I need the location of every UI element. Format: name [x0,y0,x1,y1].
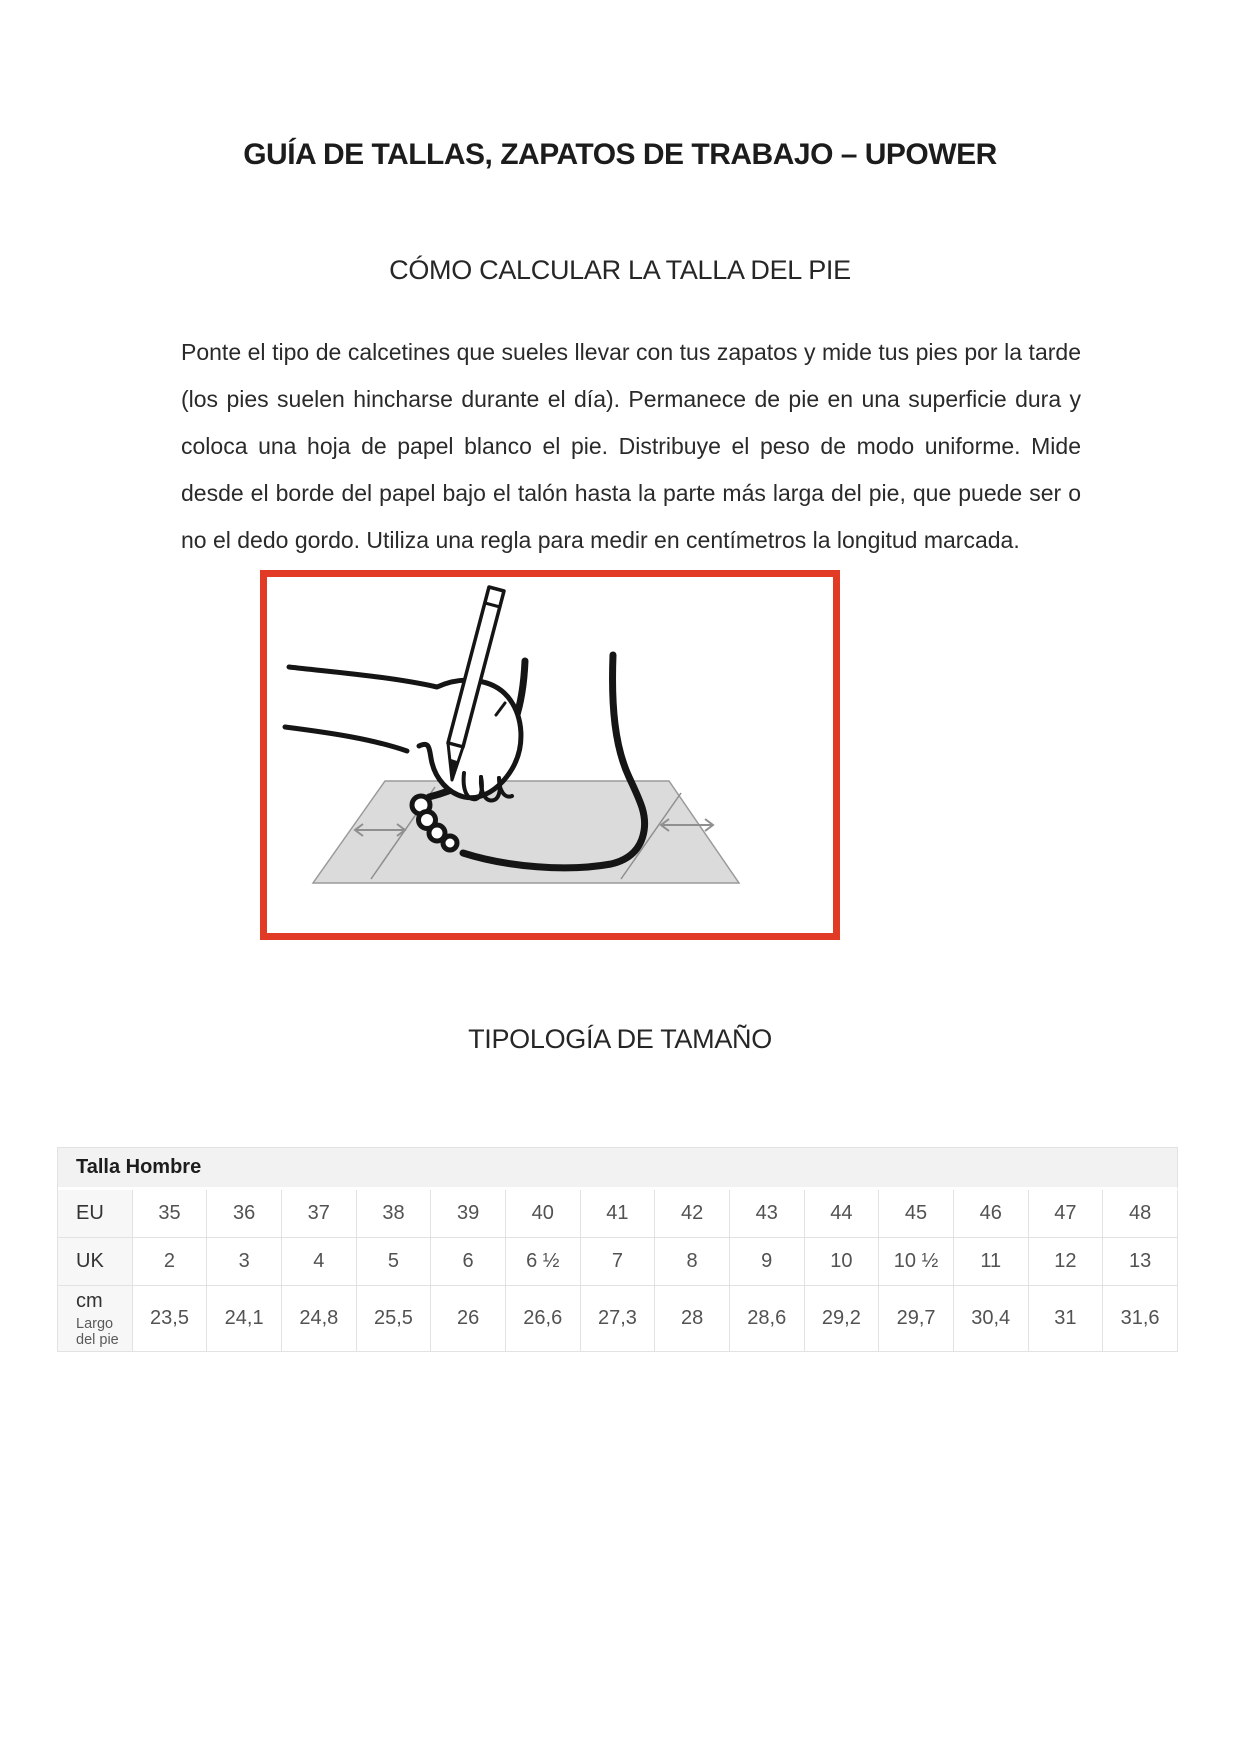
size-cell: 10 [805,1238,880,1286]
size-row-label: UK [58,1238,133,1286]
size-cell: 29,2 [805,1286,880,1352]
size-cell: 28 [655,1286,730,1352]
instructions-paragraph: Ponte el tipo de calcetines que sueles llevar con tus zapatos y mide tus pies por la tarde (los pies suelen hincharse durante el día). Permanece de pie en una superficie dura y coloca una hoja de papel blanco el pie. Distribuye el peso de modo uniforme. Mide desde el borde del papel bajo el talón hasta la parte más larga del pie, que puede ser o no el dedo gordo. Utiliza una regla para medir en centímetros la longitud marcada. [181,339,1081,553]
size-cell: 38 [357,1190,432,1238]
size-table-row [58,1190,1178,1238]
size-cell: 24,1 [207,1286,282,1352]
size-cell: 26,6 [506,1286,581,1352]
size-cell: 40 [506,1190,581,1238]
size-cell: 43 [730,1190,805,1238]
size-cell: 13 [1103,1238,1178,1286]
size-cell: 2 [133,1238,208,1286]
size-cell: 4 [282,1238,357,1286]
size-cell: 7 [581,1238,656,1286]
page-title: GUÍA DE TALLAS, ZAPATOS DE TRABAJO – UPOWER [243,138,997,171]
size-table [57,1147,1178,1352]
size-cell: 10 ½ [879,1238,954,1286]
size-cell: 27,3 [581,1286,656,1352]
size-cell: 24,8 [282,1286,357,1352]
size-cell: 3 [207,1238,282,1286]
foot-measurement-figure [260,570,840,940]
size-table-row [58,1238,1178,1286]
size-row-sublabel: Largo del pie [76,1315,119,1348]
size-cell: 9 [730,1238,805,1286]
size-table-header-row [58,1148,1178,1190]
size-cell: 12 [1029,1238,1104,1286]
size-cell: 42 [655,1190,730,1238]
size-cell: 6 ½ [506,1238,581,1286]
size-cell: 37 [282,1190,357,1238]
size-cell: 5 [357,1238,432,1286]
size-cell: 25,5 [357,1286,432,1352]
size-table-container [57,1147,1178,1352]
size-cell: 44 [805,1190,880,1238]
size-cell: 26 [431,1286,506,1352]
size-cell: 23,5 [133,1286,208,1352]
size-cell: 29,7 [879,1286,954,1352]
size-cell: 41 [581,1190,656,1238]
size-cell: 47 [1029,1190,1104,1238]
size-cell: 35 [133,1190,208,1238]
size-cell: 36 [207,1190,282,1238]
size-cell: 28,6 [730,1286,805,1352]
size-cell: 8 [655,1238,730,1286]
foot-measurement-illustration [267,577,833,933]
size-cell: 31,6 [1103,1286,1178,1352]
section-heading-como-calcular: CÓMO CALCULAR LA TALLA DEL PIE [389,255,851,285]
size-cell: 6 [431,1238,506,1286]
section-heading-tipologia: TIPOLOGÍA DE TAMAÑO [468,1024,772,1054]
size-row-label: cm Largo del pie [58,1286,133,1352]
size-cell: 31 [1029,1286,1104,1352]
size-cell: 48 [1103,1190,1178,1238]
size-cell: 30,4 [954,1286,1029,1352]
size-table-row [58,1286,1178,1352]
size-cell: 45 [879,1190,954,1238]
size-cell: 39 [431,1190,506,1238]
size-cell: 11 [954,1238,1029,1286]
size-cell: 46 [954,1190,1029,1238]
size-table-title: Talla Hombre [58,1148,1178,1190]
size-row-label: EU [58,1190,133,1238]
